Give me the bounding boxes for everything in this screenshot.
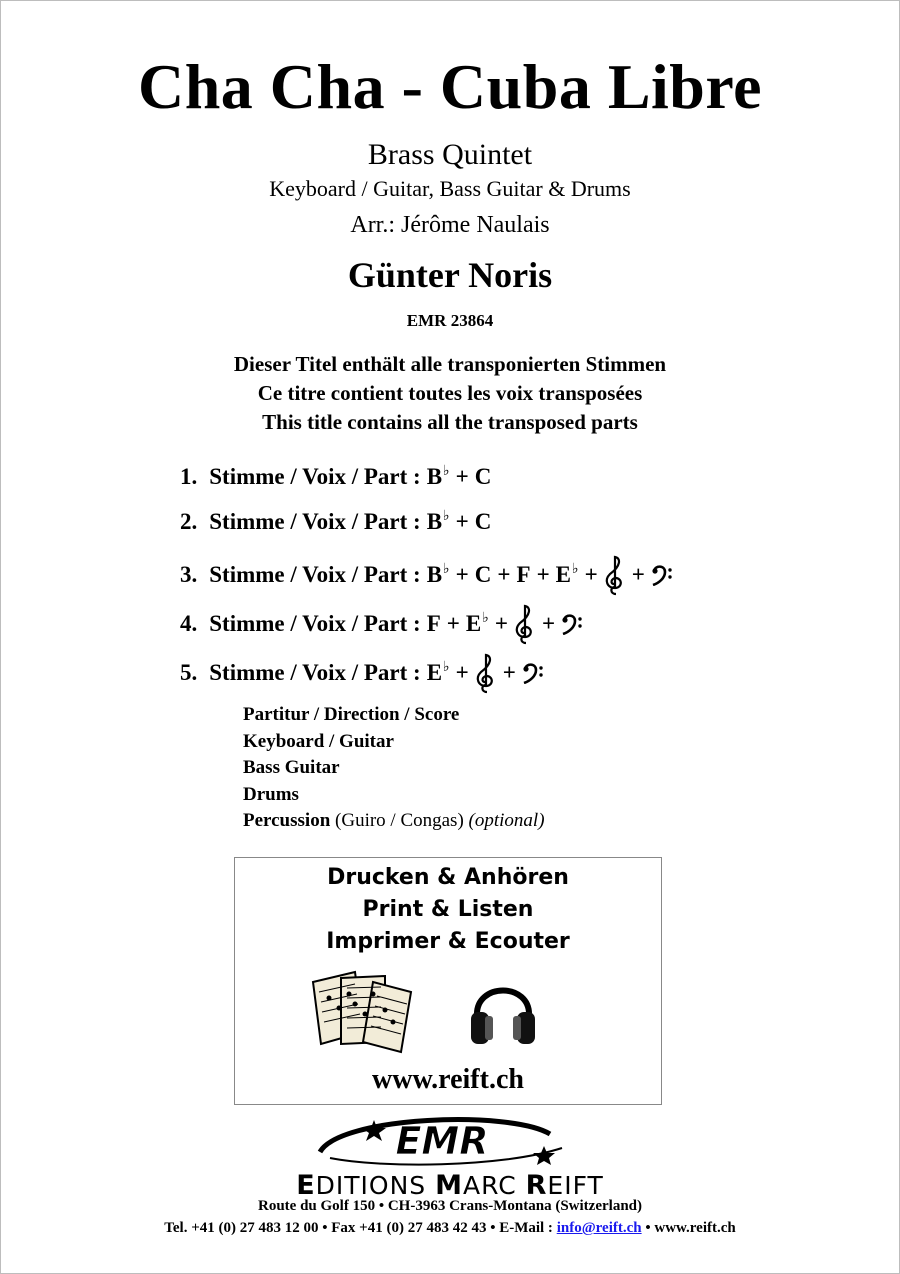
key-label: C — [474, 562, 492, 587]
headphones-icon — [467, 970, 539, 1050]
bass-clef-icon — [651, 564, 673, 586]
part-number: 4. — [180, 611, 198, 636]
flat-sign: ♭ — [443, 463, 450, 479]
publisher-word-1: DITIONS — [315, 1171, 427, 1200]
key-label: B♭ — [426, 463, 450, 489]
flat-sign: ♭ — [443, 659, 450, 675]
part-number: 3. — [180, 562, 198, 587]
part-row — [180, 464, 491, 490]
publisher-name — [0, 1170, 900, 1201]
plus-sign: + — [455, 660, 469, 685]
publisher-address: Route du Golf 150 • CH-3963 Crans-Montana (Switzerland) — [258, 1198, 642, 1214]
part-label: Stimme / Voix / Part : — [209, 562, 421, 587]
key-label: F — [426, 611, 441, 636]
extra-score: Partitur / Direction / Score — [243, 704, 460, 725]
instrumentation: Keyboard / Guitar, Bass Guitar & Drums — [269, 176, 631, 201]
emr-logo-text: EMR — [395, 1119, 489, 1163]
arranger: Arr.: Jérôme Naulais — [350, 212, 550, 238]
publisher-word-3: EIFT — [547, 1171, 604, 1200]
email-link[interactable]: info@reift.ch — [556, 1220, 642, 1236]
part-row — [180, 652, 544, 694]
title: Cha Cha - Cuba Libre — [137, 51, 763, 122]
contact-prefix: Tel. +41 (0) 27 483 12 00 • Fax +41 (0) 27 483 42 43 • E-Mail : — [164, 1220, 553, 1236]
publisher-initial-m: M — [435, 1170, 463, 1201]
plus-sign: + — [584, 562, 598, 587]
plus-sign: + — [536, 562, 550, 587]
plus-sign: + — [455, 464, 469, 489]
publisher-initial-e: E — [296, 1170, 316, 1201]
key-label: B♭ — [426, 561, 450, 587]
plus-sign: + — [455, 509, 469, 534]
box-line-german: Drucken & Anhören — [327, 865, 569, 890]
part-number: 5. — [180, 660, 198, 685]
composer: Günter Noris — [347, 255, 553, 295]
plus-sign: + — [446, 611, 460, 636]
part-keys — [427, 652, 544, 694]
treble-clef-icon — [475, 652, 497, 694]
key-label: C — [474, 464, 492, 489]
key-label: E♭ — [555, 561, 579, 587]
percussion-label: Percussion — [243, 810, 331, 831]
plus-sign: + — [631, 562, 645, 587]
part-label: Stimme / Voix / Part : — [209, 660, 421, 685]
print-listen-box — [234, 857, 662, 1105]
box-website[interactable]: www.reift.ch — [372, 1064, 524, 1095]
part-label: Stimme / Voix / Part : — [209, 464, 421, 489]
extra-bass: Bass Guitar — [243, 757, 340, 778]
treble-clef-icon — [604, 554, 626, 596]
part-label: Stimme / Voix / Part : — [209, 509, 421, 534]
key-label: B♭ — [426, 508, 450, 534]
bass-clef-icon — [522, 662, 544, 684]
part-keys — [427, 554, 673, 596]
flat-sign: ♭ — [482, 610, 489, 626]
extra-keyboard: Keyboard / Guitar — [243, 730, 394, 752]
plus-sign: + — [541, 611, 556, 636]
emr-logo — [300, 1108, 580, 1170]
flat-sign: ♭ — [572, 561, 579, 577]
part-label: Stimme / Voix / Part : — [209, 611, 421, 636]
contact-suffix[interactable]: • www.reift.ch — [645, 1220, 736, 1236]
box-line-french: Imprimer & Ecouter — [326, 929, 570, 954]
key-label: F — [516, 562, 531, 587]
plus-sign: + — [502, 660, 516, 685]
publisher-word-2: ARC — [462, 1171, 517, 1200]
plus-sign: + — [455, 562, 469, 587]
percussion-detail: (Guiro / Congas) — [335, 810, 464, 831]
part-number: 1. — [180, 464, 198, 489]
key-label: C — [474, 509, 492, 534]
treble-clef-icon — [514, 603, 536, 645]
publisher-initial-r: R — [525, 1170, 548, 1201]
part-keys — [427, 464, 492, 490]
bass-clef-icon — [561, 613, 583, 635]
extra-drums: Drums — [243, 783, 299, 805]
notice-german: Dieser Titel enthält alle transponierten Stimmen — [233, 352, 667, 376]
sheet-music-icon — [307, 966, 422, 1056]
flat-sign: ♭ — [443, 508, 450, 524]
publisher-contact — [0, 1220, 900, 1237]
key-label: E♭ — [426, 659, 450, 685]
part-row — [180, 509, 491, 535]
part-keys — [427, 603, 583, 645]
catalog-number: EMR 23864 — [406, 311, 494, 330]
plus-sign: + — [494, 611, 508, 636]
plus-sign: + — [497, 562, 511, 587]
flat-sign: ♭ — [443, 561, 450, 577]
extras-list — [243, 702, 545, 835]
notice-english: This title contains all the transposed parts — [262, 410, 638, 434]
extra-percussion — [243, 808, 545, 835]
part-row — [180, 603, 583, 645]
percussion-optional: (optional) — [468, 810, 545, 831]
part-number: 2. — [180, 509, 198, 534]
key-label: E♭ — [465, 610, 489, 636]
box-line-english: Print & Listen — [362, 897, 534, 922]
notice-french: Ce titre contient toutes les voix transposées — [257, 381, 643, 405]
part-keys — [427, 509, 492, 535]
part-row — [180, 554, 673, 596]
subtitle: Brass Quintet — [367, 138, 533, 171]
